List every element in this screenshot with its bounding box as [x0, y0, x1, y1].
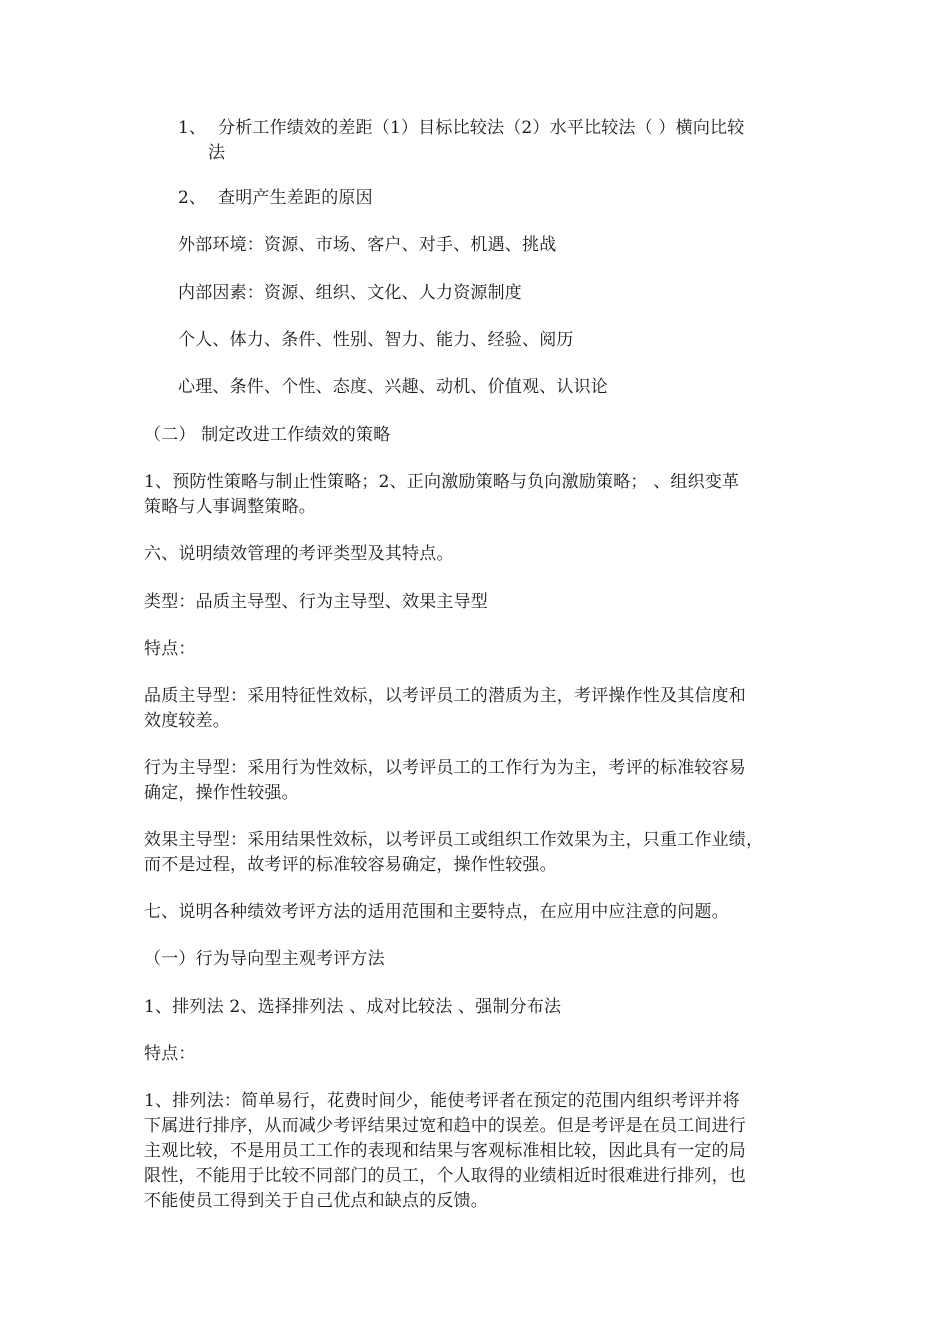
text-line: 下属进行排序，从而减少考评结果过宽和趋中的误差。但是考评是在员工间进行 [144, 1116, 746, 1136]
text-line: 确定，操作性较强。 [144, 783, 299, 803]
list-number: 2、 [178, 188, 207, 208]
section-heading: 七、说明各种绩效考评方法的适用范围和主要特点，在应用中应注意的问题。 [144, 902, 729, 922]
text-line [178, 186, 373, 211]
text-line: 效度较差。 [144, 711, 230, 731]
text-line: 不能使员工得到关于自己优点和缺点的反馈。 [144, 1191, 488, 1211]
text-line: 心理、条件、个性、态度、兴趣、动机、价值观、认识论 [178, 377, 608, 397]
text-line: 效果主导型：采用结果性效标，以考评员工或组织工作效果为主，只重工作业绩， [144, 830, 764, 850]
text-line: 外部环境：资源、市场、客户、对手、机遇、挑战 [178, 235, 557, 255]
text-line: 限性，不能用于比较不同部门的员工，个人取得的业绩相近时很难进行排列，也 [144, 1166, 746, 1186]
text-line: 特点： [144, 1044, 196, 1064]
text-span: 查明产生差距的原因 [218, 188, 373, 208]
text-span: 分析工作绩效的差距（1）目标比较法（2）水平比较法（ ）横向比较 [218, 118, 745, 138]
text-line: 1、预防性策略与制止性策略；2、正向激励策略与负向激励策略； 、组织变革 [144, 472, 740, 492]
text-line: 法 [208, 143, 226, 163]
text-line: 内部因素：资源、组织、文化、人力资源制度 [178, 283, 522, 303]
text-line: 类型：品质主导型、行为主导型、效果主导型 [144, 592, 488, 612]
text-line: 1、排列法：简单易行，花费时间少，能使考评者在预定的范围内组织考评并将 [144, 1091, 740, 1111]
section-heading: （一）行为导向型主观考评方法 [144, 949, 385, 969]
text-line: 行为主导型：采用行为性效标，以考评员工的工作行为为主，考评的标准较容易 [144, 758, 746, 778]
text-line: 1、排列法 2、选择排列法 、成对比较法 、强制分布法 [144, 997, 562, 1017]
text-line [178, 116, 744, 141]
text-line: 主观比较，不是用员工工作的表现和结果与客观标准相比较，因此具有一定的局 [144, 1141, 746, 1161]
section-heading: （二） 制定改进工作绩效的策略 [144, 425, 391, 445]
text-line: 策略与人事调整策略。 [144, 497, 316, 517]
section-heading: 六、说明绩效管理的考评类型及其特点。 [144, 544, 454, 564]
text-line: 品质主导型：采用特征性效标，以考评员工的潜质为主，考评操作性及其信度和 [144, 686, 746, 706]
list-number: 1、 [178, 118, 207, 138]
text-line: 个人、体力、条件、性别、智力、能力、经验、阅历 [178, 330, 574, 350]
text-line: 而不是过程，故考评的标准较容易确定，操作性较强。 [144, 855, 557, 875]
text-line: 特点： [144, 639, 196, 659]
